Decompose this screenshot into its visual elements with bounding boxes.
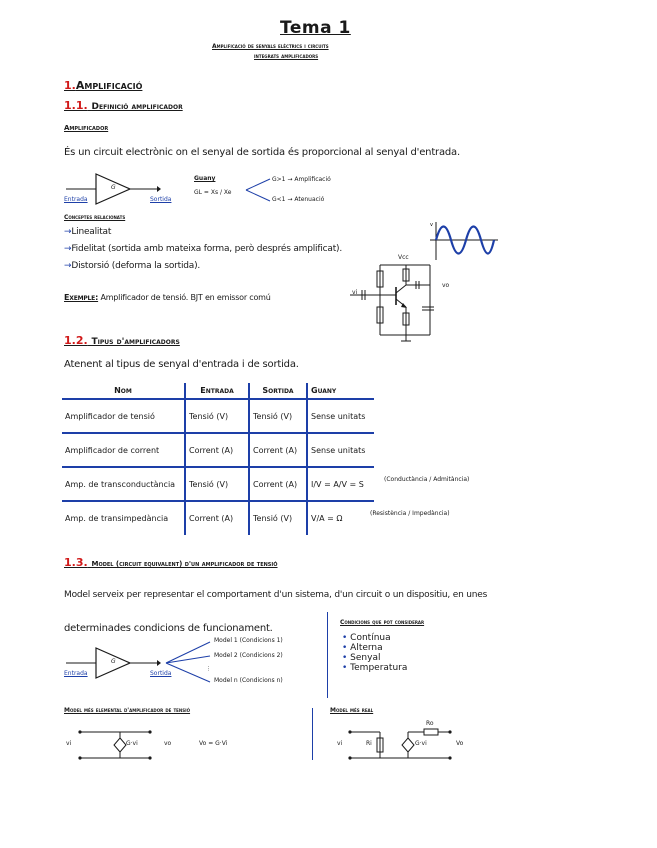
row-note: (Conductància / Admitància) xyxy=(384,476,470,483)
src-label: G·vi xyxy=(126,740,138,747)
src-label: G·vi xyxy=(415,740,427,747)
list-item-text: Temperatura xyxy=(350,663,408,673)
gain-branch-arrows xyxy=(246,176,274,204)
input-label: Entrada xyxy=(64,670,88,677)
vi-label: vi xyxy=(337,740,343,747)
gain-heading: Guany xyxy=(194,175,216,182)
exemple-text: Amplificador de tensió. BJT en emissor comú xyxy=(100,293,271,302)
concepte-text: Linealitat xyxy=(71,227,112,237)
cell-guany: V/A = Ω xyxy=(311,514,343,523)
svg-text:v: v xyxy=(430,222,433,228)
circuit-vo: vo xyxy=(442,282,450,289)
gain-gt-one: G>1 → Amplificació xyxy=(272,176,331,183)
amplifier-types-table xyxy=(62,383,374,535)
section-title: Tipus d'amplificadors xyxy=(91,337,180,347)
cell-guany: I/V = A/V = S xyxy=(307,467,374,501)
ri-label: Ri xyxy=(366,740,372,747)
cell-entrada: Tensió (V) xyxy=(185,399,249,433)
model-branch-arrows xyxy=(166,638,214,688)
cell-sortida: Corrent (A) xyxy=(249,433,307,467)
concepte-item: →Linealitat xyxy=(64,227,112,237)
input-label: Entrada xyxy=(64,196,88,203)
cell-sortida: Tensió (V) xyxy=(249,501,307,535)
section-number: 1.2. xyxy=(64,334,88,347)
output-label: Sortida xyxy=(150,670,172,677)
concepte-item: →Fidelitat (sortida amb mateixa forma, però després amplificat). xyxy=(64,244,342,254)
cell-entrada: Corrent (A) xyxy=(185,501,249,535)
concepte-item: →Distorsió (deforma la sortida). xyxy=(64,261,201,271)
page-title: Tema 1 xyxy=(280,18,351,38)
vi-label: vi xyxy=(66,740,72,747)
cell-nom: Amplificador de corrent xyxy=(62,433,185,467)
gain-symbol: G xyxy=(111,658,116,665)
row-note: (Resistència / Impedància) xyxy=(370,510,450,517)
ro-label: Ro xyxy=(426,720,434,727)
cell-nom: Amp. de transconductància xyxy=(62,467,185,501)
cell-nom: Amplificador de tensió xyxy=(62,399,185,433)
table-row xyxy=(62,399,374,433)
model-elemental-heading: Model més elemental d'amplificador de tensió xyxy=(64,707,191,714)
condicions-list xyxy=(342,633,407,673)
divider xyxy=(312,708,313,760)
table-row xyxy=(62,433,374,467)
model-elemental-circuit xyxy=(70,726,160,762)
list-item: • Temperatura xyxy=(342,663,408,673)
svg-text:⋮: ⋮ xyxy=(206,666,211,672)
concepte-text: Fidelitat (sortida amb mateixa forma, però després amplificat). xyxy=(71,244,342,254)
model-real-heading: Model més real xyxy=(330,707,374,714)
list-item: • Alterna xyxy=(342,643,383,653)
column-header: Sortida xyxy=(249,383,307,399)
conceptes-heading: Conceptes relacionats xyxy=(64,214,126,221)
section-1-3-heading xyxy=(64,556,278,569)
section-1-2-heading xyxy=(64,334,180,347)
gain-lt-one: G<1 → Atenuació xyxy=(272,196,325,203)
section-number: 1.3. xyxy=(64,556,88,569)
gain-symbol: G xyxy=(111,184,116,191)
section-title: Amplificació xyxy=(75,79,143,92)
cell-sortida: Tensió (V) xyxy=(249,399,307,433)
model-text-2: determinades condicions de funcionament. xyxy=(64,623,273,634)
cell-nom: Amp. de transimpedància xyxy=(62,501,185,535)
bjt-common-emitter-circuit xyxy=(350,255,450,343)
vo-label: vo xyxy=(164,740,172,747)
vo-equation: Vo = G·Vi xyxy=(199,740,228,747)
concepte-text: Distorsió (deforma la sortida). xyxy=(71,261,201,271)
list-item-text: Senyal xyxy=(350,653,381,663)
condicions-heading: Condicions que pot considerar xyxy=(340,619,425,626)
cell-entrada: Corrent (A) xyxy=(185,433,249,467)
section-title: Model (circuit equivalent) d'un amplificador de tensió xyxy=(91,560,278,568)
cell-sortida: Corrent (A) xyxy=(249,467,307,501)
section-number: 1.1. xyxy=(64,99,88,112)
section-1-heading xyxy=(64,79,142,92)
list-item-text: Alterna xyxy=(350,643,383,653)
column-header: Entrada xyxy=(185,383,249,399)
column-header: Guany xyxy=(307,383,374,399)
amplificador-heading: Amplificador xyxy=(64,124,109,132)
exemple-label: Exemple: xyxy=(64,293,99,302)
list-item: • Contínua xyxy=(342,633,391,643)
gain-formula: GL = Xs / Xe xyxy=(194,189,232,196)
cell-entrada: Tensió (V) xyxy=(185,467,249,501)
circuit-vi: vi xyxy=(352,289,358,296)
table-header-row xyxy=(62,383,374,399)
divider xyxy=(327,612,328,698)
vo-label: Vo xyxy=(456,740,464,747)
column-header: Nom xyxy=(62,383,185,399)
amplificador-definition: És un circuit electrònic on el senyal de sortida és proporcional al senyal d'entrada. xyxy=(64,147,460,158)
output-label: Sortida xyxy=(150,196,172,203)
list-item: • Senyal xyxy=(342,653,381,663)
table-row xyxy=(62,501,374,535)
page-subtitle-2: integrats amplificadors xyxy=(254,53,319,60)
exemple-line xyxy=(64,293,271,302)
section-number: 1. xyxy=(64,79,76,92)
model-item: Model 1 (Condicions 1) xyxy=(214,637,283,644)
list-item-text: Contínua xyxy=(350,633,391,643)
cell-guany: Sense unitats xyxy=(307,399,374,433)
section-title: Definició amplificador xyxy=(91,102,183,112)
section-1-1-heading xyxy=(64,99,183,112)
page-subtitle-1: Amplificació de senyals elèctrics i circuits xyxy=(212,43,329,50)
cell-guany: Sense unitats xyxy=(307,433,374,467)
model-item: Model 2 (Condicions 2) xyxy=(214,652,283,659)
table-row xyxy=(62,467,374,501)
tipus-intro: Atenent al tipus de senyal d'entrada i de sortida. xyxy=(64,359,299,370)
circuit-vcc: Vcc xyxy=(398,254,409,261)
model-item: Model n (Condicions n) xyxy=(214,677,283,684)
model-text-1: Model serveix per representar el comportament d'un sistema, d'un circuit o un dispositiu, en unes xyxy=(64,590,488,600)
model-real-circuit xyxy=(340,724,470,762)
